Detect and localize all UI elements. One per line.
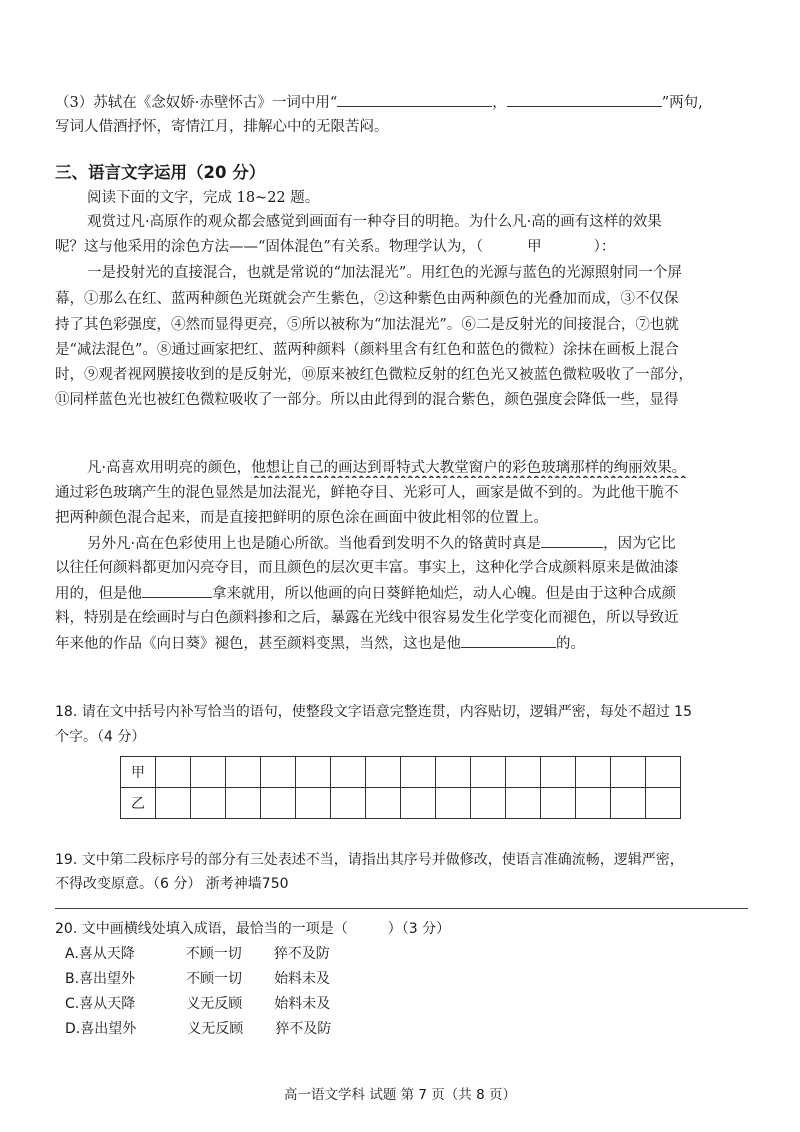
divider-line — [55, 908, 748, 909]
option-word: 义无反顾 — [186, 996, 243, 1012]
passage-line: 幕，①那么在红、蓝两种颜色光斑就会产生紫色，②这种紫色由两种颜色的光叠加而成，③不仅保 — [55, 291, 679, 307]
q3-line2: 写词人借酒抒怀，寄情江月，排解心中的无限苦闷。 — [55, 119, 389, 135]
answer-cell[interactable] — [191, 757, 226, 788]
passage-text: 用的，但是他 — [55, 586, 142, 602]
q20-option-a[interactable] — [65, 944, 765, 964]
q20-option-c[interactable] — [65, 994, 765, 1014]
option-letter: D. — [65, 1021, 81, 1037]
passage-text: 年来他的作品《向日葵》褪色，甚至颜料变黑，当然，这也是他 — [55, 636, 461, 652]
passage-line — [55, 633, 755, 654]
answer-cell[interactable] — [541, 757, 576, 788]
option-word: 义无反顾 — [187, 1021, 244, 1037]
passage-text: ，因为它比 — [603, 536, 676, 552]
passage-line: 一是投射光的直接混合，也就是常说的“加法混光”。用红色的光源与蓝色的光源照射同一个屏 — [87, 265, 682, 281]
option-word: 始料未及 — [274, 996, 331, 1012]
answer-cell[interactable] — [576, 757, 611, 788]
idiom-blank — [142, 583, 212, 598]
section-intro: 阅读下面的文字，完成 18~22 题。 — [87, 190, 320, 206]
passage-text: 凡·高喜欢用明亮的颜色， — [87, 460, 252, 476]
passage-line: ⑪同样蓝色光也被红色微粒吸收了一部分。所以由此得到的混合紫色，颜色强度会降低一些，显得 — [55, 392, 679, 408]
answer-cell[interactable] — [331, 757, 366, 788]
grid-row-label: 甲 — [121, 757, 156, 788]
passage-line: 时，⑨观者视网膜接收到的是反射光，⑩原来被红色微粒反射的红色光又被蓝色微粒吸收了一部分， — [55, 367, 693, 383]
idiom-blank — [541, 533, 603, 548]
answer-cell[interactable] — [471, 788, 506, 819]
option-word: 喜从天降 — [79, 996, 136, 1012]
answer-cell[interactable] — [226, 757, 261, 788]
passage-line: 观赏过凡·高原作的观众都会感觉到画面有一种夺目的明艳。为什么凡·高的画有这样的效果 — [87, 214, 662, 230]
page-footer: 高一语文学科 试题 第 7 页（共 8 页） — [284, 1087, 516, 1103]
grid-row-yi — [121, 788, 681, 819]
q3-tail: ”两句, — [661, 95, 703, 111]
passage-text: 的。 — [556, 636, 585, 652]
answer-cell[interactable] — [296, 757, 331, 788]
answer-blank — [507, 92, 662, 107]
answer-cell[interactable] — [261, 757, 296, 788]
answer-cell[interactable] — [611, 788, 646, 819]
q19-stem: 不得改变原意。（6 分） 浙考神墙750 — [55, 876, 289, 892]
wavy-underlined-sentence: 他想让自己的画达到哥特式大教堂窗户的彩色玻璃那样的绚丽效果。 — [251, 460, 687, 476]
idiom-blank — [461, 633, 556, 648]
option-letter: C. — [65, 996, 80, 1012]
section-title: 三、语言文字运用（20 分） — [55, 163, 266, 182]
answer-cell[interactable] — [191, 788, 226, 819]
q20-stem — [55, 919, 755, 939]
q20-option-b[interactable] — [65, 969, 765, 989]
answer-cell[interactable] — [576, 788, 611, 819]
answer-cell[interactable] — [296, 788, 331, 819]
q3-comma: ， — [492, 95, 507, 111]
answer-cell[interactable] — [611, 757, 646, 788]
passage-line: 持了其色彩强度，④然而显得更亮，⑤所以被称为“加法混光”。⑥二是反射光的间接混合，⑦也就 — [55, 317, 679, 333]
answer-cell[interactable] — [436, 757, 471, 788]
answer-cell[interactable] — [156, 788, 191, 819]
option-word: 不顾一切 — [185, 946, 242, 962]
passage-line — [87, 458, 787, 478]
q3-line1 — [55, 92, 755, 113]
answer-cell[interactable] — [541, 788, 576, 819]
option-word: 始料未及 — [274, 971, 331, 987]
passage-text: 另外凡·高在色彩使用上也是随心所欲。当他看到发明不久的铬黄时真是 — [87, 536, 542, 552]
passage-line: 以往任何颜料都更加闪亮夺目，而且颜色的层次更丰富。事实上，这种化学合成颜料原来是做油漆 — [55, 560, 679, 576]
answer-cell[interactable] — [401, 757, 436, 788]
q3-text: （3）苏轼在《念奴娇·赤壁怀古》一词中用“ — [55, 95, 338, 111]
answer-cell[interactable] — [331, 788, 366, 819]
answer-cell[interactable] — [646, 788, 681, 819]
answer-cell[interactable] — [156, 757, 191, 788]
option-word: 喜出望外 — [79, 971, 136, 987]
option-word: 不顾一切 — [186, 971, 243, 987]
passage-text: ）： — [593, 239, 616, 255]
answer-cell[interactable] — [646, 757, 681, 788]
q20-text: ）（3 分） — [387, 921, 451, 937]
grid-row-jia — [121, 757, 681, 788]
answer-cell[interactable] — [436, 788, 471, 819]
answer-grid — [120, 756, 681, 819]
q18-stem: 18. 请在文中括号内补写恰当的语句，使整段文字语意完整连贯，内容贴切，逻辑严密，每处不超过 15 — [55, 704, 692, 720]
option-word: 猝不及防 — [273, 946, 330, 962]
answer-cell[interactable] — [471, 757, 506, 788]
answer-cell[interactable] — [506, 788, 541, 819]
option-word: 喜从天降 — [78, 946, 135, 962]
q20-option-d[interactable] — [65, 1019, 765, 1039]
passage-text: 呢？这与他采用的涂色方法——“固体混色”有关系。物理学认为，（ — [55, 239, 484, 255]
answer-cell[interactable] — [366, 788, 401, 819]
answer-cell[interactable] — [401, 788, 436, 819]
grid-row-label: 乙 — [121, 788, 156, 819]
passage-line — [55, 237, 755, 257]
q20-text: 20. 文中画横线处填入成语，最恰当的一项是（ — [55, 921, 348, 937]
passage-line — [87, 533, 787, 554]
passage-text: 拿来就用，所以他画的向日葵鲜艳灿烂，动人心魄。但是由于这种合成颜 — [212, 586, 676, 602]
passage-line — [55, 583, 755, 604]
q19-stem: 19. 文中第二段标序号的部分有三处表述不当，请指出其序号并做修改，使语言准确流畅，逻辑严密， — [55, 852, 684, 868]
answer-blank — [337, 92, 492, 107]
q18-stem: 个字。（4 分） — [55, 729, 146, 745]
answer-cell[interactable] — [261, 788, 296, 819]
option-letter: B. — [65, 971, 80, 987]
passage-line: 通过彩色玻璃产生的混色显然是加法混光，鲜艳夺目、光彩可人，画家是做不到的。为此他干脆不 — [55, 485, 679, 501]
answer-cell[interactable] — [226, 788, 261, 819]
blank-jia-label: 甲 — [527, 239, 542, 255]
option-letter: A. — [65, 946, 79, 962]
passage-line: 是“减法混色”。⑧通过画家把红、蓝两种颜料（颜料里含有红色和蓝色的微粒）涂抹在画板上混合 — [55, 342, 679, 358]
passage-line: 料，特别是在绘画时与白色颜料掺和之后，暴露在光线中很容易发生化学变化而褪色，所以导致近 — [55, 610, 679, 626]
answer-cell[interactable] — [366, 757, 401, 788]
option-word: 猝不及防 — [275, 1021, 332, 1037]
passage-line: 把两种颜色混合起来，而是直接把鲜明的原色涂在画面中彼此相邻的位置上。 — [55, 510, 548, 526]
answer-cell[interactable] — [506, 757, 541, 788]
option-word: 喜出望外 — [80, 1021, 137, 1037]
